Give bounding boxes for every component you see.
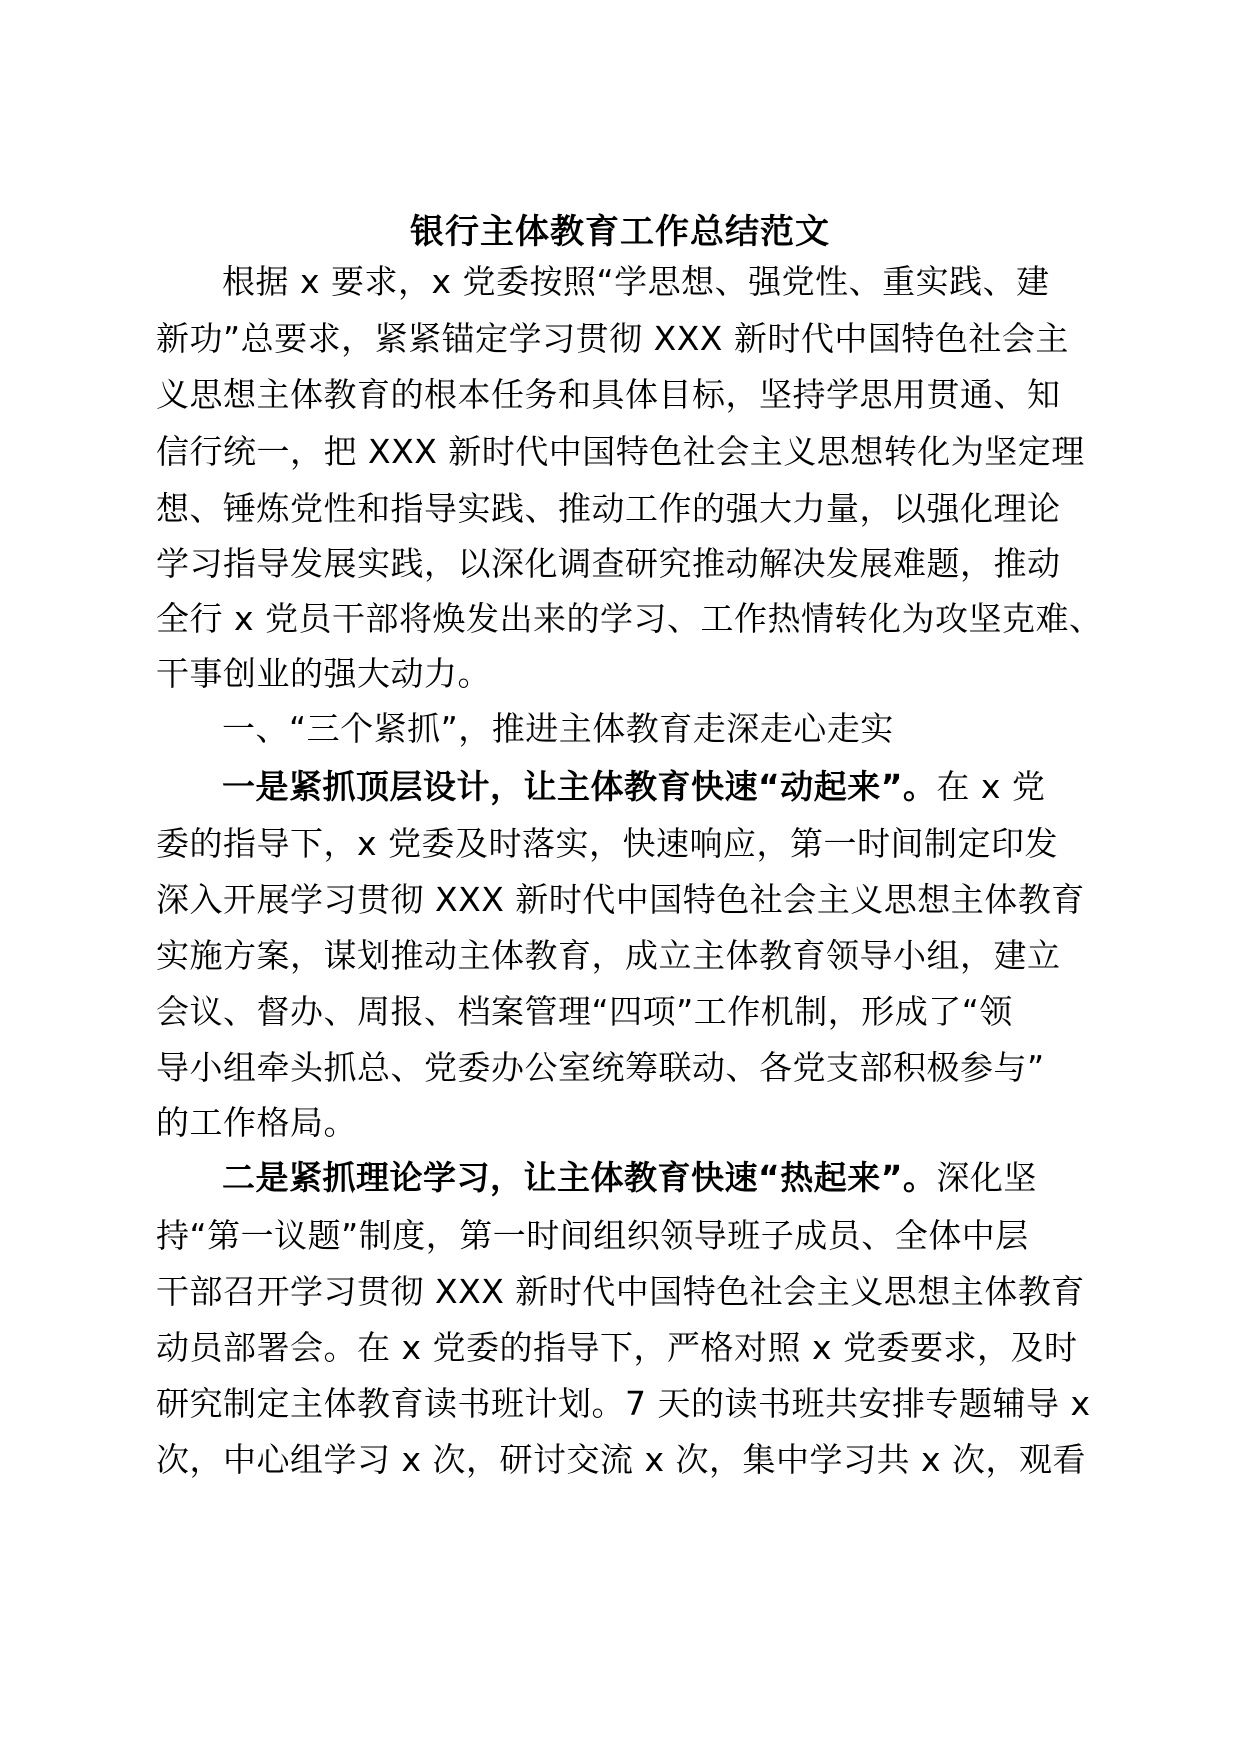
line-text: 根据 x 要求，x 党委按照“学思想、强党性、重实践、建 [222,262,1050,301]
text-line [156,822,1058,866]
line-text: 动员部署会。在 x 党委的指导下，严格对照 x 党委要求，及时 [156,1328,1078,1367]
line-text: 深化坚 [936,1158,1037,1197]
line-text: 委的指导下，x 党委及时落实，快速响应，第一时间制定印发 [156,824,1059,863]
text-line [156,487,1061,531]
text-line [156,878,1085,922]
line-text: 会议、督办、周报、档案管理“四项”工作机制，形成了“领 [156,992,1013,1031]
text-line [156,430,1085,474]
text-line [156,990,1013,1034]
line-text: 在 x 党 [936,767,1046,806]
line-text: 深入开展学习贯彻 XXX 新时代中国特色社会主义思想主体教育 [156,880,1085,919]
text-line [156,1270,1085,1314]
line-text: 一、“三个紧抓”，推进主体教育走深走心走实 [222,709,894,748]
line-text: 想、锤炼党性和指导实践、推动工作的强大力量，以强化理论 [156,489,1061,528]
text-line [222,707,894,751]
line-text: 导小组牵头抓总、党委办公室统筹联动、各党支部积极参与” [156,1048,1045,1087]
text-line [222,260,1050,304]
line-text: 学习指导发展实践，以深化调查研究推动解决发展难题，推动 [156,544,1061,583]
text-line [156,1046,1045,1090]
line-text: 新功”总要求，紧紧锚定学习贯彻 XXX 新时代中国特色社会主 [156,319,1069,358]
line-text: 研究制定主体教育读书班计划。7 天的读书班共安排专题辅导 x [156,1384,1091,1423]
text-line [156,542,1061,586]
line-text: 持“第一议题”制度，第一时间组织领导班子成员、全体中层 [156,1216,1029,1255]
text-line [156,1214,1029,1258]
bold-lead: 一是紧抓顶层设计，让主体教育快速“动起来”。 [222,767,937,806]
line-text: 的工作格局。 [156,1103,357,1142]
line-text: 实施方案，谋划推动主体教育，成立主体教育领导小组，建立 [156,936,1061,975]
text-line [156,1438,1086,1482]
line-text: 干部召开学习贯彻 XXX 新时代中国特色社会主义思想主体教育 [156,1272,1085,1311]
text-line [156,652,491,696]
bold-lead: 二是紧抓理论学习，让主体教育快速“热起来”。 [222,1158,937,1197]
text-line [156,1382,1091,1426]
text-line [156,373,1061,417]
text-line [222,765,1045,809]
line-text: 信行统一，把 XXX 新时代中国特色社会主义思想转化为坚定理 [156,432,1085,471]
text-line [156,597,1103,641]
text-line [156,317,1069,361]
text-line [156,1101,357,1145]
text-line [156,934,1061,978]
line-text: 干事创业的强大动力。 [156,654,491,693]
document-title: 银行主体教育工作总结范文 [410,212,830,252]
line-text: 全行 x 党员干部将焕发出来的学习、工作热情转化为攻坚克难、 [156,599,1103,638]
line-text: 义思想主体教育的根本任务和具体目标，坚持学思用贯通、知 [156,375,1061,414]
text-line [222,1156,1037,1200]
text-line [156,1326,1078,1370]
line-text: 次，中心组学习 x 次，研讨交流 x 次，集中学习共 x 次，观看 [156,1440,1087,1479]
